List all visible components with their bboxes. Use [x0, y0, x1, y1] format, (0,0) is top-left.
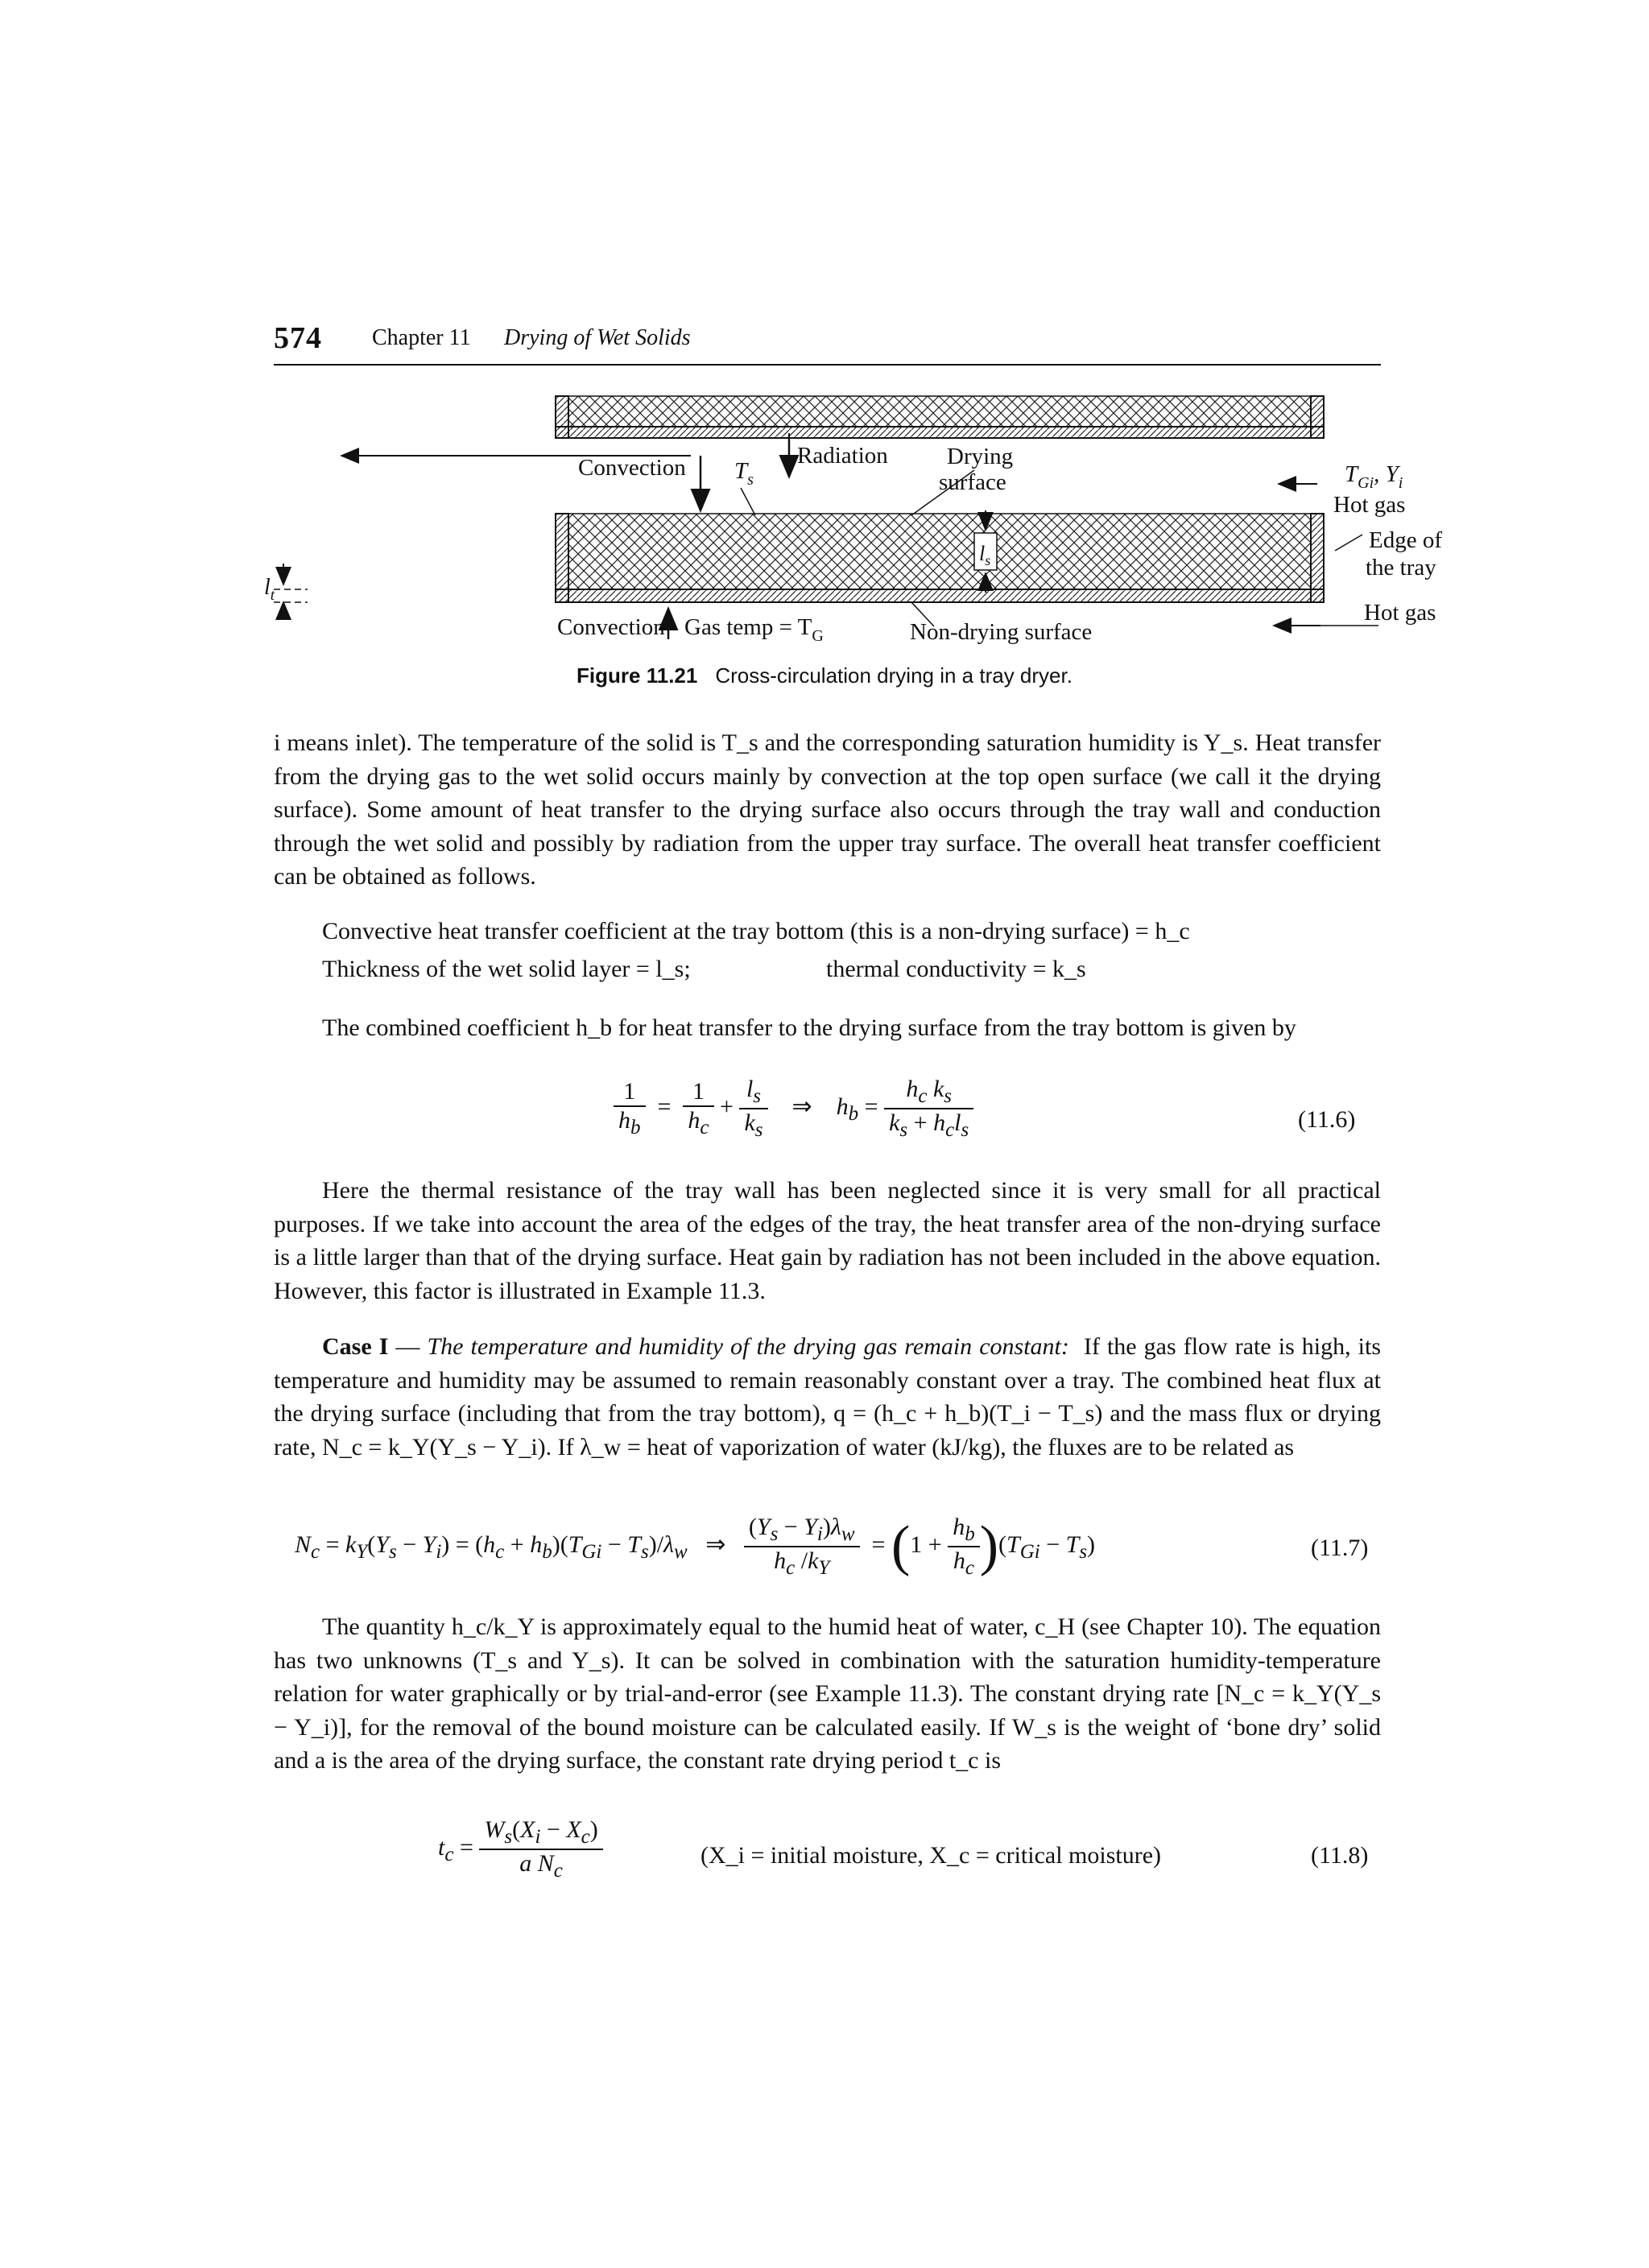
chapter-label: Chapter 11 [372, 325, 471, 350]
page-number: 574 [274, 321, 322, 355]
label-hot-gas-top: Hot gas [1333, 492, 1406, 518]
equation-11-8-note: (X_i = initial moisture, X_c = critical moisture) [701, 1842, 1162, 1869]
chapter-title: Drying of Wet Solids [504, 325, 691, 350]
svg-text:TGi, Yi: $T_{Gi}$, $Y_i$ [1345, 461, 1403, 492]
equation-number-11-6: (11.6) [1298, 1106, 1356, 1133]
tray-dryer-figure [264, 385, 1442, 659]
label-drying: Drying [947, 444, 1014, 469]
case-label: Case I [322, 1333, 389, 1360]
header-rule [274, 364, 1381, 366]
label-gas-temp: Gas temp = $T_G$ [684, 614, 824, 645]
case-title: The temperature and humidity of the drying gas remain constant: [427, 1333, 1069, 1360]
case-1-paragraph: Case I — The temperature and humidity of the drying gas remain constant: If the gas flow rate is high, its temperature and humidity may be assumed to remain reasonably constant over a tray. The combined heat flux at the drying surface (including that from the tray bottom), q = (h_c + h_b)(T_i − T_s) and the mass flux or drying rate, N_c = k_Y(Y_s − Y_i). If λ_w = heat of vaporization of water (kJ/kg), the fluxes are to be related as [274, 1333, 1382, 1460]
label-non-drying-surface: Non-drying surface [910, 619, 1093, 645]
label-surface: surface [939, 469, 1006, 495]
equation-11-8: $t_c$ = $\frac{W_s(X_i - X_c)}{a N_c}$ [438, 1816, 603, 1882]
paragraph-1: i means inlet). The temperature of the solid is T_s and the corresponding saturation humidity is Y_s. Heat transfer from the drying gas to the wet solid occurs mainly by convection at the top open surface (we call it the drying surface). Some amount of heat transfer to the drying surface also occurs through the tray wall and conduction through the wet solid and possibly by radiation from the upper tray surface. The overall heat transfer coefficient can be obtained as follows. [274, 729, 1381, 890]
upper-tray [556, 396, 1324, 438]
paragraph-4: If the gas flow rate is high, its temperature and humidity may be assumed to remain reasonably constant over a tray. The combined heat flux at the drying surface (including that from the tray bottom), q = (h_c + h_b)(T_i − T_s) and the mass flux or drying rate, N_c = k_Y(Y_s − Y_i). If λ_w = heat of vaporization of water (kJ/kg), the fluxes are to be related as [274, 1333, 1382, 1460]
paragraph-3: Here the thermal resistance of the tray wall has been neglected since it is very small for all practical purposes. If we take into account the area of the edges of the tray, the heat transfer area of the non-drying surface is a little larger than that of the drying surface. Heat gain by radiation has not been included in the above equation. However, this factor is illustrated in Example 11.3. [274, 1177, 1381, 1304]
line-convective-coefficient: Convective heat transfer coefficient at the tray bottom (this is a non-drying surface) = h_c [322, 918, 1190, 944]
paragraph-5: The quantity h_c/k_Y is approximately equal to the humid heat of water, c_H (see Chapter 10). The equation has two unknowns (T_s and Y_s). It can be solved in combination with the saturation humidity-temperature relation for water graphically or by trial-and-error (see Example 11.3). The constant drying rate [N_c = k_Y(Y_s − Y_i)], for the removal of the bound moisture can be calculated easily. If W_s is the weight of ‘bone dry’ solid and a is the area of the drying surface, the constant rate drying period t_c is [274, 1613, 1381, 1774]
figure-caption-text: Cross-circulation drying in a tray dryer. [715, 663, 1072, 688]
line-thickness: Thickness of the wet solid layer = l_s; [322, 956, 691, 982]
svg-text:Ts: $T_s$ [734, 458, 754, 489]
paragraph-2: The combined coefficient h_b for heat transfer to the drying surface from the tray bottom is given by [322, 1014, 1296, 1041]
label-radiation: Radiation [797, 443, 888, 469]
svg-text:lt: $l_t$ [264, 575, 275, 604]
label-edge-of: Edge of [1369, 527, 1442, 553]
lower-tray [556, 514, 1324, 602]
label-convection-top: Convection [578, 455, 686, 481]
label-hot-gas-bottom: Hot gas [1364, 600, 1436, 626]
svg-text:ls: $l_s$ [979, 542, 991, 568]
equation-11-6: $\frac{1}{h_b}$ = $\frac{1}{h_c}$ + $\frac{l_s}{k_s}$ ⇒ $h_b$ = $\frac{h_c k_s}{k_s + h_cl_s}$ [614, 1076, 973, 1142]
line-conductivity: thermal conductivity = k_s [826, 956, 1086, 982]
equation-number-11-8: (11.8) [1311, 1842, 1369, 1869]
figure-caption [0, 663, 1649, 688]
label-the-tray: the tray [1366, 555, 1436, 580]
equation-number-11-7: (11.7) [1311, 1535, 1369, 1561]
label-convection-bottom: Convection [557, 614, 665, 640]
equation-11-7: $N_c = k_Y(Y_s - Y_i) = (h_c + h_b)(T_{Gi} - T_s)/\lambda_w$ ⇒ $\frac{(Y_s - Y_i)\lambda_w}{h_c /k_Y}$ = (1 + $\frac{h_b}{h_c}$ )$(T_{Gi} - T_s)$ [295, 1514, 1096, 1579]
figure-number: Figure 11.21 [577, 663, 698, 688]
